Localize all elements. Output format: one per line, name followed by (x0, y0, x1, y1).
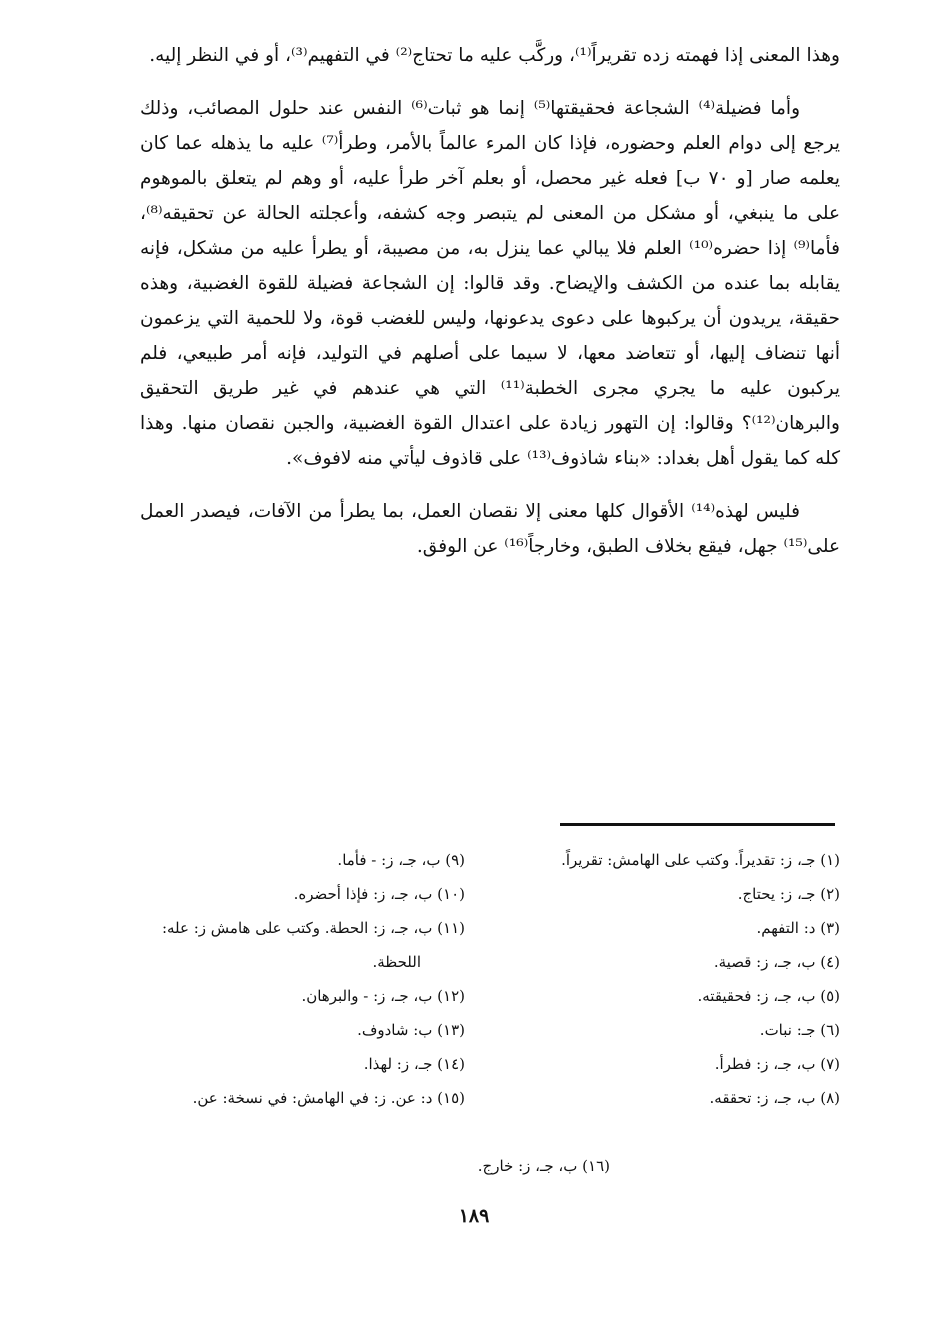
footnote-15: (١٥) د: عن. ز: في الهامش: في نسخة: عن. (192, 1089, 465, 1107)
footnote-13: (١٣) ب: شادوف. (357, 1021, 465, 1039)
paragraph-2: وأما فضيلة⁽⁴⁾ الشجاعة فحقيقتها⁽⁵⁾ إنما هو ثبات⁽⁶⁾ النفس عند حلول المصائب، وذلك يرجع إلى دوام العلم وحضوره، فإذا كان المرء عالماً بالأمر، وطرأ⁽⁷⁾ عليه ما يذهله عما كان يعلمه صار [و ٧٠ ب] فعله غير محصل، أو بعلم آخر طرأ عليه، أو وهم لم يتعلق بالموهوم على ما ينبغي، أو مشكل من المعنى لم يتبصر وجه كشفه، وأعجلته الحالة عن تحقيقه⁽⁸⁾، فأما⁽⁹⁾ إذا حضره⁽¹⁰⁾ العلم فلا يبالي عما ينزل به، من مصيبة، أو يطرأ عليه من مشكل، فإنه يقابله بما عنده من الكشف والإيضاح. وقد قالوا: إن الشجاعة فضيلة للقوة الغضبية، وهذه حقيقة، يريدون أن يركبوها على دعوى يدعونها، وليس للغضب قوة، ولا للحمية التي يزعمون أنها تنضاف إليها، أو تتعاضد معها، لا سيما على أصلهم في التوليد، فإنه أمر طبيعي، فلم يركبون عليه ما يجري مجرى الخطبة⁽¹¹⁾ التي هي عندهم في غير طريق التحقيق والبرهان⁽¹²⁾؟ وقالوا: إن التهور زيادة على اعتدال القوة الغضبية، والجبن نقصان منها. وهذا كله كما يقول أهل بغداد: «بناء شاذوف⁽¹³⁾ على قاذوف ليأتي منه لافوف». (140, 98, 841, 469)
footnote-9: (٩) ب، جـ، ز: - فأما. (337, 851, 465, 869)
footnotes (130, 843, 840, 1115)
footnote-12: (١٢) ب، جـ، ز: - والبرهان. (301, 987, 465, 1005)
paragraph-1: وهذا المعنى إذا فهمته زده تقريراً⁽¹⁾، وركَّب عليه ما تحتاج⁽²⁾ في التفهيم⁽³⁾، أو في النظر إليه. (149, 45, 840, 66)
footnote-6: (٦) جـ: نبات. (759, 1021, 840, 1039)
main-text (140, 38, 840, 564)
footnote-1: (١) جـ، ز: تقديراً. وكتب على الهامش: تقريراً. (561, 851, 840, 869)
footnote-3: (٣) د: التفهم. (756, 919, 840, 937)
footnote-11: (١١) ب، جـ، ز: الحطة. وكتب على هامش ز: عله: اللحظة. (161, 919, 465, 971)
footnote-10: (١٠) ب، جـ، ز: فإذا أحضره. (293, 885, 465, 903)
footnotes-right-column (510, 843, 840, 1115)
footnote-7: (٧) ب، جـ، ز: فطرأ. (714, 1055, 840, 1073)
footnote-separator (560, 823, 835, 826)
paragraph-3: فليس لهذه⁽¹⁴⁾ الأقوال كلها معنى إلا نقصان العمل، بما يطرأ من الآفات، فيصدر العمل على⁽¹⁵⁾ جهل، فيقع بخلاف الطبق، وخارجاً⁽¹⁶⁾ عن الوفق. (140, 501, 840, 557)
footnote-5: (٥) ب، جـ، ز: فحقيقته. (697, 987, 840, 1005)
footnotes-left-column (135, 843, 465, 1115)
footnote-4: (٤) ب، جـ، ز: قصية. (713, 953, 840, 971)
footnote-8: (٨) ب، جـ، ز: تحققه. (709, 1089, 840, 1107)
page-number: ١٨٩ (458, 1205, 490, 1227)
footnote-16: (١٦) ب، جـ، ز: خارج. (477, 1157, 610, 1175)
footnote-2: (٢) جـ، ز: يحتاج. (737, 885, 840, 903)
footnote-14: (١٤) جـ، ز: لهذا. (363, 1055, 465, 1073)
